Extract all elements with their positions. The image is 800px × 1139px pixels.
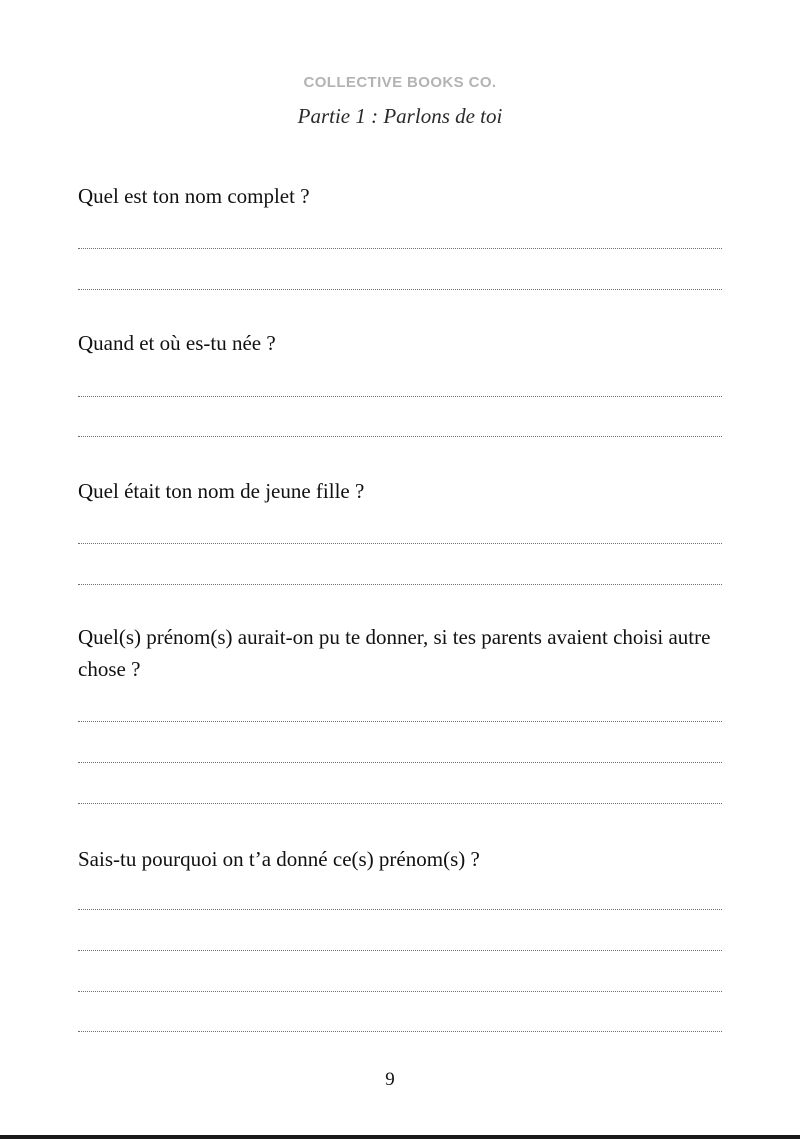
- question-4: Quel(s) prénom(s) aurait-on pu te donner, si tes parents avaient choisi autre chose ?: [78, 625, 711, 681]
- answer-line[interactable]: [78, 396, 722, 397]
- section-title: Partie 1 : Parlons de toi: [297, 104, 503, 128]
- question-5: Sais-tu pourquoi on t’a donné ce(s) prénom(s) ?: [78, 847, 480, 871]
- answer-line[interactable]: [78, 543, 722, 544]
- answer-line[interactable]: [78, 584, 722, 585]
- answer-line[interactable]: [78, 248, 722, 249]
- question-3: Quel était ton nom de jeune fille ?: [78, 479, 365, 503]
- answer-line[interactable]: [78, 721, 722, 722]
- answer-line[interactable]: [78, 909, 722, 910]
- answer-line[interactable]: [78, 1031, 722, 1032]
- question-1: Quel est ton nom complet ?: [78, 184, 310, 208]
- answer-line[interactable]: [78, 950, 722, 951]
- answer-line[interactable]: [78, 436, 722, 437]
- answer-line[interactable]: [78, 762, 722, 763]
- answer-line[interactable]: [78, 803, 722, 804]
- page-bottom-edge: [0, 1135, 800, 1139]
- question-2: Quand et où es-tu née ?: [78, 331, 276, 355]
- page-number: 9: [385, 1069, 395, 1090]
- answer-line[interactable]: [78, 289, 722, 290]
- publisher-brand: COLLECTIVE BOOKS CO.: [303, 74, 497, 91]
- answer-line[interactable]: [78, 991, 722, 992]
